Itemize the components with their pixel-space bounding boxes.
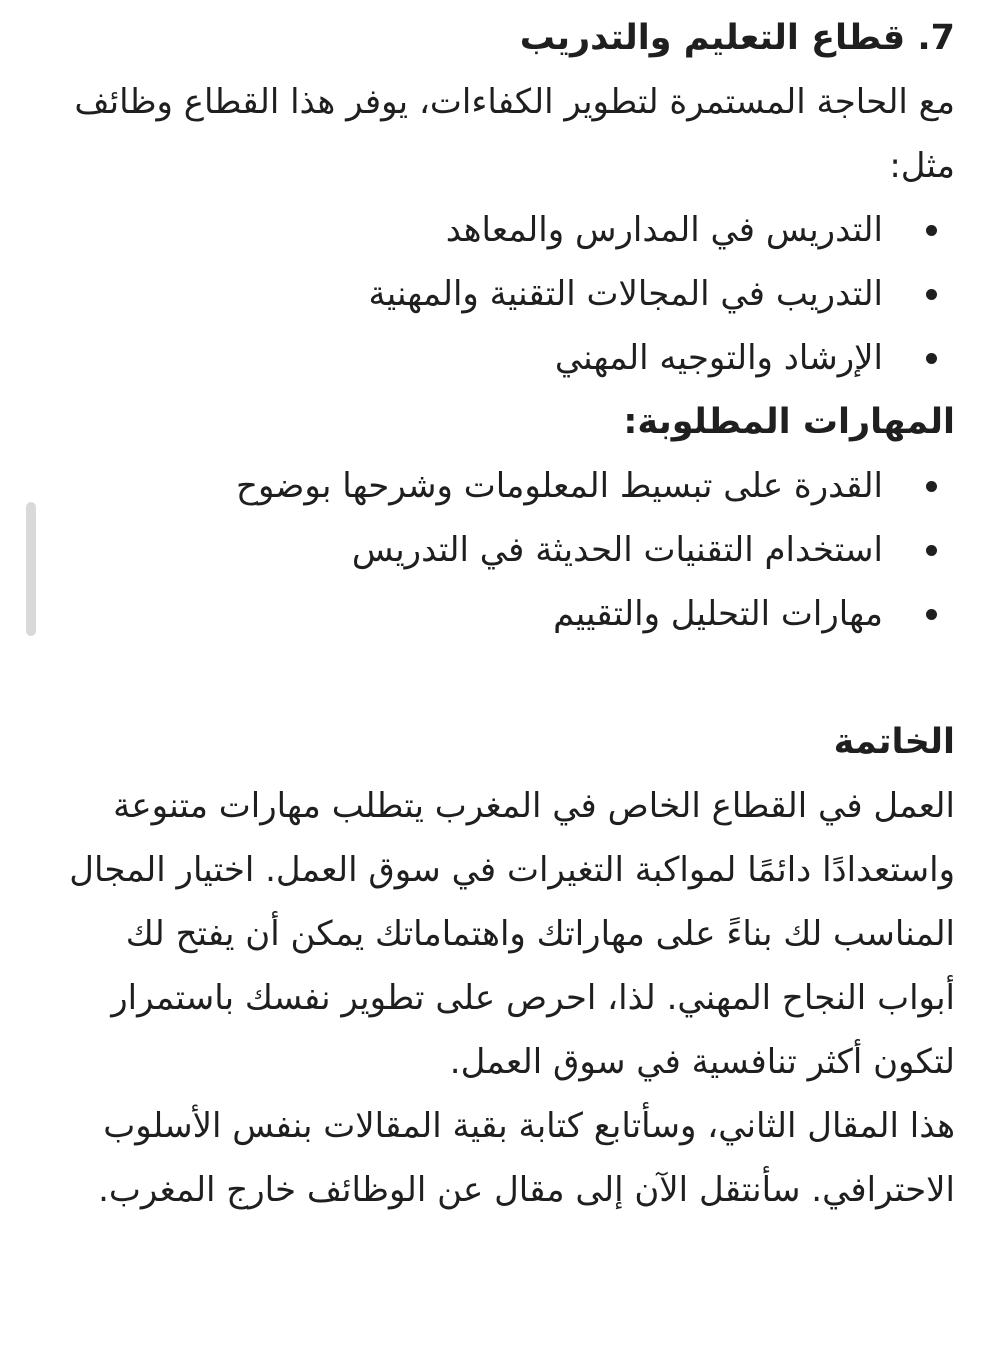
list-item [45,454,955,518]
article-content [45,6,955,1222]
list-item-text: التدريس في المدارس والمعاهد [445,210,883,250]
list-item [45,326,955,390]
list-item-text: الإرشاد والتوجيه المهني [554,338,883,378]
list-item [45,582,955,646]
section-title: 7. قطاع التعليم والتدريب [519,18,955,58]
section-intro: مع الحاجة المستمرة لتطوير الكفاءات، يوفر هذا القطاع وظائف مثل: [74,82,955,186]
list-item [45,198,955,262]
closing-note: هذا المقال الثاني، وسأتابع كتابة بقية المقالات بنفس الأسلوب الاحترافي. سأنتقل الآن إلى مقال عن الوظائف خارج المغرب. [98,1106,955,1210]
list-item-text: القدرة على تبسيط المعلومات وشرحها بوضوح [236,466,883,506]
conclusion-title: الخاتمة [833,722,955,762]
skills-list [45,454,955,646]
list-item-text: التدريب في المجالات التقنية والمهنية [368,274,883,314]
list-item [45,262,955,326]
conclusion-body: العمل في القطاع الخاص في المغرب يتطلب مهارات متنوعة واستعدادًا دائمًا لمواكبة التغيرات في سوق العمل. اختيار المجال المناسب لك بناءً على مهاراتك واهتماماتك يمكن أن يفتح لك أبواب النجاح المهني. لذا، احرص على تطوير نفسك باستمرار لتكون أكثر تنافسية في سوق العمل. [69,786,955,1082]
bullet-icon [926,545,937,556]
skills-title: المهارات المطلوبة: [623,402,955,442]
list-item-text: مهارات التحليل والتقييم [553,594,883,634]
scrollbar[interactable] [26,502,36,636]
bullet-icon [926,609,937,620]
spacer [45,646,955,710]
bullet-icon [926,289,937,300]
bullet-icon [926,481,937,492]
list-item-text: استخدام التقنيات الحديثة في التدريس [351,530,883,570]
jobs-list [45,198,955,390]
bullet-icon [926,225,937,236]
bullet-icon [926,353,937,364]
list-item [45,518,955,582]
